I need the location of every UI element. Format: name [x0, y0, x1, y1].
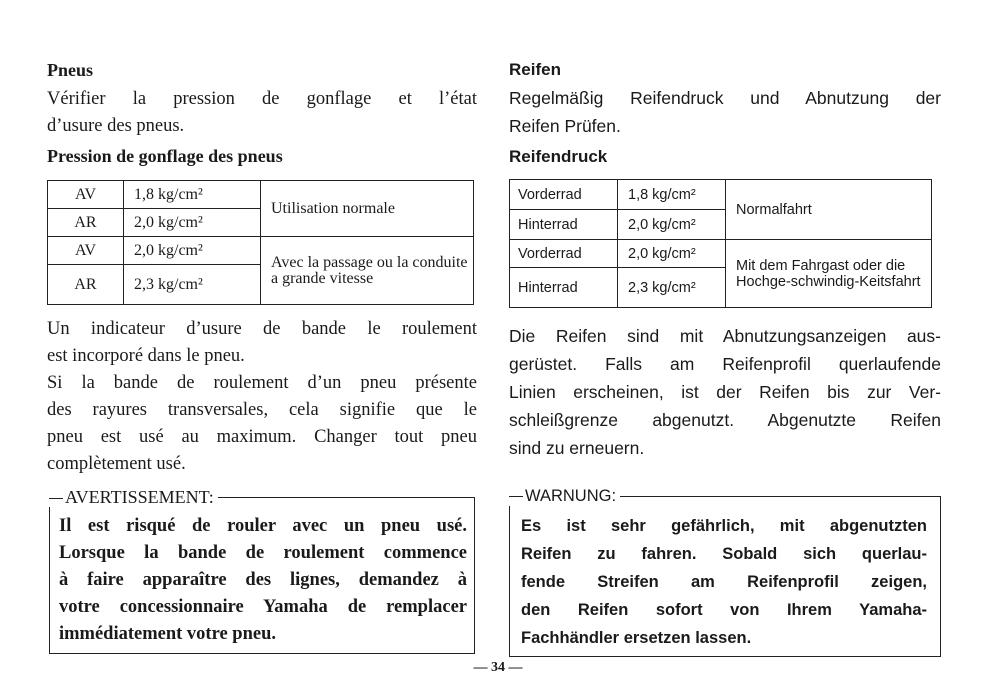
french-warning-title: AVERTISSEMENT: [49, 487, 218, 507]
table-row [48, 181, 474, 209]
position-cell: Hinterrad [510, 210, 618, 240]
german-intro [509, 84, 941, 140]
warning-line: immédiatement votre pneu. [59, 624, 276, 644]
position-cell: AV [48, 237, 124, 265]
pressure-cell: 2,0 kg/cm² [618, 240, 726, 268]
condition-cell: Normalfahrt [726, 180, 932, 240]
position-cell: Vorderrad [510, 180, 618, 210]
warning-line: Reifen zu fahren. Sobald sich querlau- [521, 545, 927, 563]
body-line: pneu est usé au maximum. Changer tout pneu [47, 427, 477, 447]
german-heading: Reifen [509, 60, 561, 79]
french-pressure-table [47, 180, 474, 305]
intro-line: Reifen Prüfen. [509, 116, 621, 136]
body-line: complètement usé. [47, 454, 186, 474]
french-body [47, 316, 477, 478]
position-cell: Hinterrad [510, 268, 618, 308]
warning-line: à faire apparaître des lignes, demandez à [59, 570, 467, 590]
table-row [510, 180, 932, 210]
position-cell: AV [48, 181, 124, 209]
warning-line: Il est risqué de rouler avec un pneu usé. [59, 516, 467, 536]
intro-line: d’usure des pneus. [47, 116, 185, 136]
german-table-heading: Reifendruck [509, 147, 608, 166]
pressure-cell: 1,8 kg/cm² [124, 181, 261, 209]
french-heading: Pneus [47, 60, 94, 80]
body-line: Die Reifen sind mit Abnutzungsanzeigen aus- [509, 326, 941, 346]
body-line: Si la bande de roulement d’un pneu présente [47, 373, 477, 393]
french-warning-text [59, 513, 467, 648]
condition-cell: Avec la passage ou la conduite a grande vitesse [261, 237, 474, 305]
condition-cell: Utilisation normale [261, 181, 474, 237]
pressure-cell: 2,0 kg/cm² [618, 210, 726, 240]
intro-line: Vérifier la pression de gonflage et l’état [47, 89, 477, 109]
pressure-cell: 2,3 kg/cm² [124, 265, 261, 305]
pressure-cell: 2,3 kg/cm² [618, 268, 726, 308]
french-table-heading: Pression de gonflage des pneus [47, 146, 283, 166]
position-cell: AR [48, 209, 124, 237]
body-line: schleißgrenze abgenutzt. Abgenutzte Reifen [509, 410, 941, 430]
warning-line: fende Streifen am Reifenprofil zeigen, [521, 573, 927, 591]
page-number: — 34 — [473, 660, 523, 675]
table-row [510, 240, 932, 268]
body-line: Un indicateur d’usure de bande le roulement [47, 319, 477, 339]
german-body [509, 322, 941, 462]
pressure-cell: 2,0 kg/cm² [124, 237, 261, 265]
body-line: Linien erscheinen, ist der Reifen bis zur Ver- [509, 382, 941, 402]
condition-cell: Mit dem Fahrgast oder die Hochge-schwindig-Keitsfahrt [726, 240, 932, 308]
pressure-cell: 1,8 kg/cm² [618, 180, 726, 210]
position-cell: AR [48, 265, 124, 305]
body-line: sind zu erneuern. [509, 438, 645, 458]
warning-line: votre concessionnaire Yamaha de remplacer [59, 597, 467, 617]
warning-line: Fachhändler ersetzen lassen. [521, 629, 752, 647]
position-cell: Vorderrad [510, 240, 618, 268]
warning-line: Lorsque la bande de roulement commence [59, 543, 467, 563]
german-warning-title: WARNUNG: [509, 486, 620, 506]
intro-line: Regelmäßig Reifendruck und Abnutzung der [509, 88, 941, 108]
german-warning-text [521, 512, 927, 652]
table-row [48, 237, 474, 265]
body-line: est incorporé dans le pneu. [47, 346, 245, 366]
warning-line: den Reifen sofort von Ihrem Yamaha- [521, 601, 927, 619]
french-intro [47, 86, 477, 140]
body-line: des rayures transversales, cela signifie que le [47, 400, 477, 420]
pressure-cell: 2,0 kg/cm² [124, 209, 261, 237]
german-pressure-table [509, 179, 932, 308]
warning-line: Es ist sehr gefährlich, mit abgenutzten [521, 517, 927, 535]
body-line: gerüstet. Falls am Reifenprofil querlaufende [509, 354, 941, 374]
